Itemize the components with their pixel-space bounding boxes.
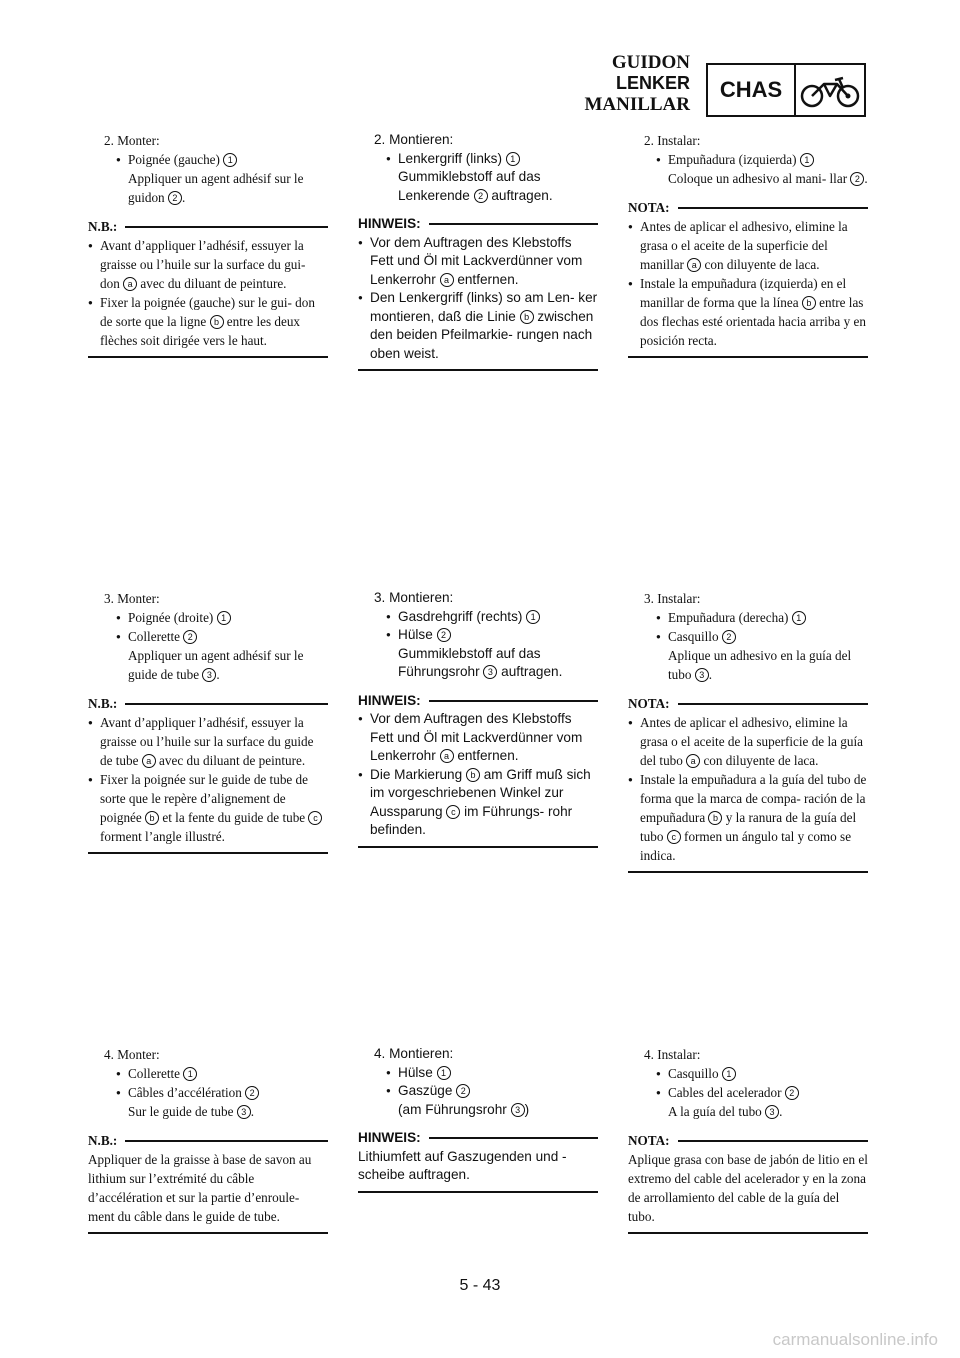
step-item: ● Casquillo 1: [628, 1064, 868, 1083]
note-text: Aplique grasa con base de jabón de litio en el extremo del cable del acelerador y en la zona de arrollamiento del cable de la guía del tubo.: [628, 1152, 868, 1224]
callout-letter: b: [466, 768, 480, 782]
note-item: ● Fixer la poignée (gauche) sur le gui- don de sorte que la ligne b entre les deux flèches soit dirigée vers le haut.: [88, 293, 328, 350]
note-item: ● Avant d’appliquer l’adhésif, essuyer la graisse ou l’huile sur la surface du guide de tube a avec du diluant de peinture.: [88, 713, 328, 770]
step-text: Appliquer un agent adhésif sur le guidon 2 .: [128, 171, 304, 205]
step-text: Gummiklebstoff auf das Lenkerende 2 auftragen.: [398, 169, 553, 203]
note-end-rule: [88, 852, 328, 854]
note-end-rule: [358, 846, 598, 848]
callout-letter: b: [708, 811, 722, 825]
callout-number: 2: [850, 172, 864, 186]
note-header: N.B.:: [88, 217, 328, 236]
note-header: N.B.:: [88, 694, 328, 713]
step-item: ● Hülse 1: [358, 1064, 598, 1083]
note-end-rule: [88, 356, 328, 358]
note-end-rule: [358, 1191, 598, 1193]
section-code: CHAS: [708, 65, 796, 115]
note-text: Lithiumfett auf Gaszugenden und -scheibe auftragen.: [358, 1148, 567, 1182]
title-es: MANILLAR: [584, 94, 690, 115]
step-item: ● Gaszüge 2: [358, 1082, 598, 1101]
step-item: ● Lenkergriff (links) 1: [358, 150, 598, 169]
callout-letter: a: [142, 754, 156, 768]
step-item: ● Collerette 2: [88, 627, 328, 646]
step-title: 3. Monter:: [104, 591, 160, 606]
step-item: ● Cables del acelerador 2: [628, 1083, 868, 1102]
step-item: ● Câbles d’accélération 2: [88, 1083, 328, 1102]
col-es-step2: [628, 131, 868, 358]
callout-letter: a: [440, 273, 454, 287]
step-text: A la guía del tubo 3 .: [668, 1104, 783, 1119]
title-fr: GUIDON: [611, 52, 690, 73]
col-es-step4: [628, 1045, 868, 1234]
step-title: 4. Montieren:: [374, 1046, 454, 1061]
step-item: ● Hülse 2: [358, 626, 598, 645]
step-text: Aplique un adhesivo en la guía del tubo 3 .: [668, 648, 852, 682]
note-header: N.B.:: [88, 1131, 328, 1150]
step-text: Gummiklebstoff auf das Führungsrohr 3 auftragen.: [398, 645, 563, 679]
callout-number: 3: [765, 1105, 779, 1119]
step-title: 2. Monter:: [104, 133, 160, 148]
step-item: ● Poignée (gauche) 1: [88, 150, 328, 169]
callout-letter: b: [802, 296, 816, 310]
section-badge: [706, 63, 866, 117]
note-header: NOTA:: [628, 694, 868, 713]
col-fr-step4: [88, 1045, 328, 1234]
note-item: ● Fixer la poignée sur le guide de tube de sorte que le repère d’alignement de poignée b et la fente du guide de tube c forment l’angle illustré.: [88, 770, 328, 846]
page-number: 5 - 43: [459, 1277, 501, 1294]
callout-letter: b: [145, 811, 159, 825]
step-item: ● Empuñadura (derecha) 1: [628, 608, 868, 627]
step-item: ● Empuñadura (izquierda) 1: [628, 150, 868, 169]
step-text: Coloque un adhesivo al mani- llar 2 .: [668, 171, 868, 186]
watermark: carmanualsonline.info: [772, 1330, 938, 1349]
callout-number: 3: [237, 1105, 251, 1119]
note-item: ● Instale la empuñadura a la guía del tubo de forma que la marca de compa- ración de la empuñadura b y la ranura de la guía del tubo c formen un ángulo tal y como se indica.: [628, 770, 868, 865]
note-item: ● Antes de aplicar el adhesivo, elimine la grasa o el aceite de la superficie de la guía del tubo a con diluyente de laca.: [628, 713, 868, 770]
note-header: NOTA:: [628, 1131, 868, 1150]
callout-number: 2: [245, 1086, 259, 1100]
callout-letter: c: [308, 811, 322, 825]
motorcycle-icon: [796, 65, 864, 115]
step-text: Sur le guide de tube 3 .: [128, 1104, 255, 1119]
callout-number: 1: [183, 1067, 197, 1081]
note-text: Appliquer de la graisse à base de savon au lithium sur l’extrémité du câble d’accélération et sur la partie d’enroule- ment du câble dans le guide de tube.: [88, 1152, 312, 1224]
col-de-step3: [358, 589, 598, 848]
note-end-rule: [628, 356, 868, 358]
callout-number: 1: [223, 153, 237, 167]
callout-number: 3: [695, 668, 709, 682]
note-end-rule: [88, 1232, 328, 1234]
col-fr-step3: [88, 589, 328, 854]
callout-letter: c: [667, 830, 681, 844]
callout-number: 1: [437, 1066, 451, 1080]
step-title: 2. Instalar:: [644, 133, 701, 148]
callout-number: 3: [511, 1103, 525, 1117]
callout-letter: c: [446, 805, 460, 819]
note-item: ● Den Lenkergriff (links) so am Len- ker montieren, daß die Linie b zwischen den beiden Pfeilmarkie- rungen nach oben weist.: [358, 289, 598, 363]
callout-number: 3: [483, 665, 497, 679]
note-item: ● Die Markierung b am Griff muß sich im vorgeschriebenen Winkel zur Aussparung c im Führungs- rohr befinden.: [358, 766, 598, 840]
callout-letter: b: [210, 315, 224, 329]
col-de-step2: [358, 131, 598, 371]
callout-number: 2: [437, 628, 451, 642]
step-item: ● Casquillo 2: [628, 627, 868, 646]
callout-letter: a: [123, 277, 137, 291]
callout-letter: a: [687, 258, 701, 272]
callout-number: 1: [506, 152, 520, 166]
callout-number: 2: [183, 630, 197, 644]
note-header: HINWEIS:: [358, 215, 598, 234]
step-title: 3. Montieren:: [374, 590, 454, 605]
callout-number: 2: [785, 1086, 799, 1100]
callout-number: 1: [792, 611, 806, 625]
callout-number: 1: [800, 153, 814, 167]
callout-letter: a: [440, 749, 454, 763]
note-header: HINWEIS:: [358, 692, 598, 711]
step-item: ● Gasdrehgriff (rechts) 1: [358, 608, 598, 627]
note-item: ● Avant d’appliquer l’adhésif, essuyer la graisse ou l’huile sur la surface du gui- don a avec du diluant de peinture.: [88, 236, 328, 293]
note-end-rule: [358, 369, 598, 371]
callout-number: 2: [456, 1084, 470, 1098]
step-title: 4. Instalar:: [644, 1047, 701, 1062]
step-title: 4. Monter:: [104, 1047, 160, 1062]
step-text: Appliquer un agent adhésif sur le guide de tube 3 .: [128, 648, 304, 682]
callout-number: 2: [168, 191, 182, 205]
callout-number: 3: [202, 668, 216, 682]
note-item: ● Antes de aplicar el adhesivo, elimine la grasa o el aceite de la superficie del manillar a con diluyente de laca.: [628, 217, 868, 274]
callout-number: 1: [526, 610, 540, 624]
note-header: HINWEIS:: [358, 1129, 598, 1148]
step-title: 3. Instalar:: [644, 591, 701, 606]
col-de-step4: [358, 1045, 598, 1193]
note-item: ● Vor dem Auftragen des Klebstoffs Fett und Öl mit Lackverdünner vom Lenkerrohr a entfernen.: [358, 234, 598, 290]
note-end-rule: [628, 871, 868, 873]
callout-number: 1: [722, 1067, 736, 1081]
step-title: 2. Montieren:: [374, 132, 454, 147]
note-header: NOTA:: [628, 198, 868, 217]
col-fr-step2: [88, 131, 328, 358]
header-titles: [584, 52, 690, 115]
callout-number: 1: [217, 611, 231, 625]
note-item: ● Instale la empuñadura (izquierda) en el manillar de forma que la línea b entre las dos flechas esté orientada hacia arriba y en posición recta.: [628, 274, 868, 350]
note-end-rule: [628, 1232, 868, 1234]
callout-letter: a: [686, 754, 700, 768]
callout-number: 2: [722, 630, 736, 644]
col-es-step3: [628, 589, 868, 873]
note-item: ● Vor dem Auftragen des Klebstoffs Fett und Öl mit Lackverdünner vom Lenkerrohr a entfernen.: [358, 710, 598, 766]
step-item: ● Poignée (droite) 1: [88, 608, 328, 627]
title-de: LENKER: [615, 73, 690, 93]
step-item: ● Collerette 1: [88, 1064, 328, 1083]
callout-number: 2: [474, 189, 488, 203]
callout-letter: b: [520, 310, 534, 324]
step-text: (am Führungsrohr 3 ): [398, 1101, 530, 1117]
